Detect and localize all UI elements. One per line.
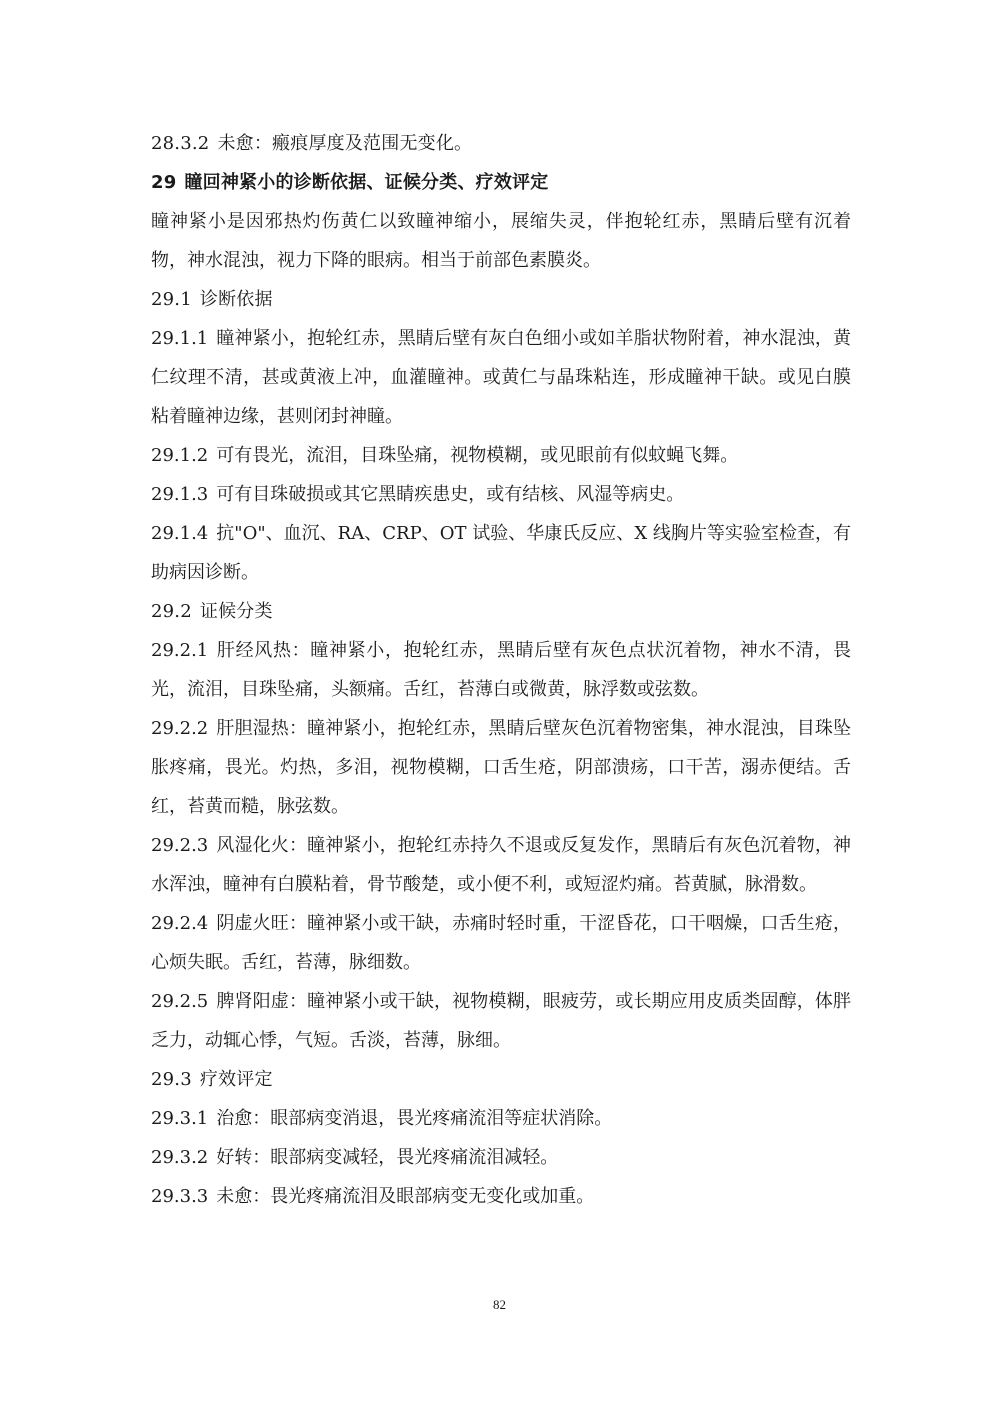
- clause-text: 肝经风热：瞳神紧小，抱轮红赤，黑睛后壁有灰色点状沉着物，神水不清，畏光，流泪，目珠坠痛，头额痛。舌红，苔薄白或微黄，脉浮数或弦数。: [151, 640, 851, 700]
- clause-29-2-3: [151, 826, 851, 904]
- subsection-29-1: [151, 280, 851, 319]
- clause-text: 风湿化火：瞳神紧小，抱轮红赤持久不退或反复发作，黑睛后有灰色沉着物，神水浑浊，瞳神有白膜粘着，骨节酸楚，或小便不利，或短涩灼痛。苔黄腻，脉滑数。: [151, 835, 851, 895]
- subsection-29-3: [151, 1060, 851, 1099]
- subsection-number: 29.3: [151, 1069, 192, 1090]
- clause-number: 29.3.1: [151, 1108, 209, 1129]
- clause-number: 29.2.4: [151, 913, 209, 934]
- clause-29-1-4: [151, 514, 851, 592]
- clause-number: 29.1.3: [151, 484, 209, 505]
- page-number: 82: [493, 1297, 506, 1312]
- clause-29-2-2: [151, 709, 851, 826]
- section-heading-29: [151, 163, 851, 202]
- clause-text: 阴虚火旺：瞳神紧小或干缺，赤痛时轻时重，干涩昏花，口干咽燥，口舌生疮，心烦失眠。舌红，苔薄，脉细数。: [151, 913, 851, 973]
- clause-29-3-1: [151, 1099, 851, 1138]
- clause-number: 29.3.3: [151, 1186, 209, 1207]
- clause-number: 29.3.2: [151, 1147, 209, 1168]
- clause-29-2-1: [151, 631, 851, 709]
- subsection-title: 诊断依据: [199, 289, 273, 310]
- clause-29-2-4: [151, 904, 851, 982]
- clause-29-3-2: [151, 1138, 851, 1177]
- clause-29-1-2: [151, 436, 851, 475]
- subsection-title: 证候分类: [199, 601, 273, 622]
- clause-text: 抗"O"、血沉、RA、CRP、OT 试验、华康氏反应、X 线胸片等实验室检查，有助病因诊断。: [151, 523, 851, 583]
- subsection-number: 29.2: [151, 601, 192, 622]
- clause-text: 未愈：瘢痕厚度及范围无变化。: [217, 133, 473, 154]
- clause-text: 未愈：畏光疼痛流泪及眼部病变无变化或加重。: [216, 1186, 595, 1207]
- clause-text: 可有畏光，流泪，目珠坠痛，视物模糊，或见眼前有似蚊蝇飞舞。: [216, 445, 739, 466]
- clause-text: 治愈：眼部病变消退，畏光疼痛流泪等症状消除。: [216, 1108, 613, 1129]
- clause-number: 29.1.2: [151, 445, 209, 466]
- page-body: [151, 124, 851, 1216]
- clause-text: 脾肾阳虚：瞳神紧小或干缺，视物模糊，眼疲劳，或长期应用皮质类固醇，体胖乏力，动辄心悸，气短。舌淡，苔薄，脉细。: [151, 991, 851, 1051]
- clause-number: 29.1.1: [151, 328, 209, 349]
- section-number: 29: [151, 172, 177, 193]
- clause-29-3-3: [151, 1177, 851, 1216]
- clause-29-1-1: [151, 319, 851, 436]
- subsection-number: 29.1: [151, 289, 192, 310]
- section-title: 瞳回神紧小的诊断依据、证候分类、疗效评定: [184, 172, 549, 193]
- subsection-title: 疗效评定: [199, 1069, 273, 1090]
- clause-number: 29.2.3: [151, 835, 209, 856]
- clause-text: 好转：眼部病变减轻，畏光疼痛流泪减轻。: [216, 1147, 559, 1168]
- clause-number: 28.3.2: [151, 133, 210, 154]
- clause-number: 29.2.2: [151, 718, 209, 739]
- clause-number: 29.2.1: [151, 640, 209, 661]
- clause-29-2-5: [151, 982, 851, 1060]
- clause-text: 瞳神紧小，抱轮红赤，黑睛后壁有灰白色细小或如羊脂状物附着，神水混浊，黄仁纹理不清，甚或黄液上冲，血灌瞳神。或黄仁与晶珠粘连，形成瞳神干缺。或见白膜粘着瞳神边缘，甚则闭封神瞳。: [151, 328, 851, 427]
- clause-29-1-3: [151, 475, 851, 514]
- clause-number: 29.1.4: [151, 523, 209, 544]
- clause-28-3-2: [151, 124, 851, 163]
- intro-paragraph: 瞳神紧小是因邪热灼伤黄仁以致瞳神缩小，展缩失灵，伴抱轮红赤，黑睛后壁有沉着物，神水混浊，视力下降的眼病。相当于前部色素膜炎。: [151, 211, 851, 271]
- subsection-29-2: [151, 592, 851, 631]
- clause-number: 29.2.5: [151, 991, 209, 1012]
- clause-text: 可有目珠破损或其它黑睛疾患史，或有结核、风湿等病史。: [216, 484, 685, 505]
- clause-text: 肝胆湿热：瞳神紧小，抱轮红赤，黑睛后壁灰色沉着物密集，神水混浊，目珠坠胀疼痛，畏光。灼热，多泪，视物模糊，口舌生疮，阴部溃疡，口干苦，溺赤便结。舌红，苔黄而糙，脉弦数。: [151, 718, 851, 817]
